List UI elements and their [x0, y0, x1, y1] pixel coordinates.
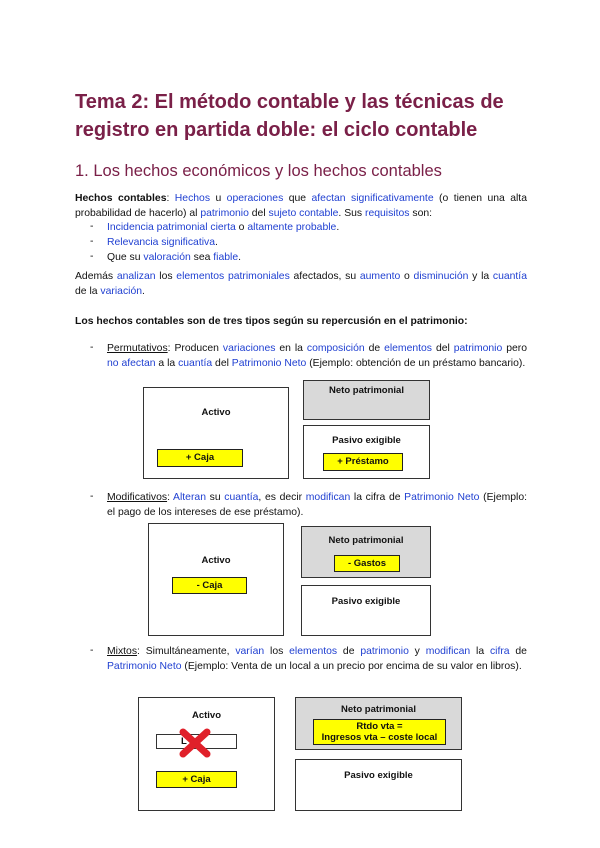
- keyword: Patrimonio Neto: [107, 661, 182, 672]
- text: (Ejemplo: Venta de un local a un precio por encima de su valor en libros).: [181, 661, 522, 672]
- pasivo-box: [295, 759, 462, 811]
- text: u: [210, 193, 227, 204]
- keyword: sujeto contable: [268, 208, 339, 219]
- type-modificativos: [107, 490, 527, 520]
- neto-label: Neto patrimonial: [329, 385, 404, 396]
- text: de: [509, 646, 527, 657]
- text: : Simultáneamente,: [137, 646, 236, 657]
- activo-box: [138, 697, 275, 811]
- list-dash: -: [90, 645, 94, 656]
- type-name: Mixtos: [107, 646, 138, 657]
- keyword: composición: [306, 343, 365, 354]
- keyword: Incidencia patrimonial cierta: [107, 222, 236, 233]
- keyword: Patrimonio Neto: [404, 492, 480, 503]
- rtdo-line: Ingresos vta – coste local: [321, 732, 438, 743]
- text: (Ejemplo: obtención de un préstamo bancario).: [306, 358, 526, 369]
- keyword: varían: [235, 646, 265, 657]
- keyword: no afectan: [107, 358, 156, 369]
- text: del: [212, 358, 232, 369]
- text: de: [337, 646, 361, 657]
- text: (o tienen una alta probabilidad de hacerlo) al: [75, 193, 527, 219]
- list-item: [107, 220, 339, 235]
- text: de: [364, 343, 385, 354]
- text: los: [155, 271, 177, 282]
- keyword: modifican: [305, 492, 351, 503]
- keyword: cuantía: [492, 271, 527, 282]
- local-label: L: [181, 736, 187, 747]
- text: del: [248, 208, 269, 219]
- text: la: [470, 646, 490, 657]
- text: los: [264, 646, 290, 657]
- text: o: [235, 222, 248, 233]
- text: la cifra de: [350, 492, 405, 503]
- text: pero: [502, 343, 527, 354]
- keyword: variación: [100, 286, 143, 297]
- pasivo-box: [301, 585, 431, 636]
- pasivo-label: Pasivo exigible: [332, 435, 401, 446]
- caja-entry: - Caja: [172, 577, 247, 594]
- pasivo-label: Pasivo exigible: [331, 596, 401, 607]
- text: afectados, su: [289, 271, 360, 282]
- text: sea: [190, 252, 214, 263]
- text: en la: [275, 343, 307, 354]
- keyword: afectan significativamente: [311, 193, 434, 204]
- activo-label: Activo: [201, 407, 231, 418]
- text: a la: [155, 358, 179, 369]
- text: :: [167, 492, 174, 503]
- definition-paragraph: [75, 191, 527, 221]
- activo-box: [148, 523, 284, 636]
- type-name: Permutativos: [107, 343, 168, 354]
- text: su: [205, 492, 225, 503]
- list-dash: -: [90, 221, 94, 232]
- neto-label: Neto patrimonial: [341, 704, 416, 715]
- cross-icon: [179, 728, 211, 758]
- prestamo-entry: + Préstamo: [323, 453, 403, 471]
- text: son:: [409, 208, 433, 219]
- list-item: [107, 250, 241, 265]
- term: Hechos contables: [75, 193, 167, 204]
- caja-entry: + Caja: [156, 771, 237, 788]
- type-permutativos: [107, 341, 527, 371]
- neto-box: [295, 697, 462, 750]
- activo-box: [143, 387, 289, 479]
- keyword: Relevancia significativa: [107, 237, 216, 248]
- list-dash: -: [90, 251, 94, 262]
- text: de la: [75, 286, 101, 297]
- text: . Sus: [338, 208, 365, 219]
- keyword: Patrimonio Neto: [231, 358, 307, 369]
- page-title: Tema 2: El método contable y las técnicas de registro en partida doble: el ciclo contable: [75, 91, 504, 141]
- text: que: [283, 193, 312, 204]
- gastos-entry: - Gastos: [334, 555, 400, 572]
- keyword: analizan: [116, 271, 156, 282]
- text: o: [400, 271, 414, 282]
- activo-label: Activo: [201, 555, 231, 566]
- activo-label: Activo: [191, 710, 222, 721]
- text: , es decir: [258, 492, 306, 503]
- list-dash: -: [90, 236, 94, 247]
- keyword: fiable: [213, 252, 239, 263]
- list-dash: -: [90, 342, 94, 353]
- text: (Ejemplo: el pago de los intereses de ese préstamo).: [107, 492, 528, 518]
- text: .: [142, 286, 145, 297]
- rtdo-entry: [313, 719, 446, 745]
- text: del: [432, 343, 454, 354]
- text: .: [336, 222, 340, 233]
- keyword: elementos patrimoniales: [176, 271, 290, 282]
- type-mixtos: [107, 644, 527, 674]
- list-dash: -: [90, 491, 94, 502]
- text: .: [238, 252, 242, 263]
- text: Además: [75, 271, 117, 282]
- text: .: [215, 237, 218, 248]
- text: y la: [468, 271, 493, 282]
- neto-box: [301, 526, 431, 578]
- keyword: disminución: [413, 271, 469, 282]
- keyword: valoración: [143, 252, 191, 263]
- keyword: cifra: [489, 646, 510, 657]
- keyword: patrimonio: [453, 343, 503, 354]
- pasivo-label: Pasivo exigible: [344, 770, 413, 781]
- pasivo-box: [303, 425, 430, 479]
- text: Que su: [107, 252, 144, 263]
- text: : Producen: [167, 343, 223, 354]
- keyword: variaciones: [222, 343, 276, 354]
- keyword: patrimonio: [360, 646, 409, 657]
- neto-label: Neto patrimonial: [328, 535, 404, 546]
- keyword: cuantía: [224, 492, 259, 503]
- keyword: elementos: [384, 343, 433, 354]
- keyword: patrimonio: [200, 208, 249, 219]
- keyword: aumento: [359, 271, 401, 282]
- caja-entry: + Caja: [157, 449, 243, 467]
- keyword: requisitos: [365, 208, 410, 219]
- keyword: elementos: [289, 646, 338, 657]
- rtdo-line: Rtdo vta =: [356, 721, 403, 732]
- text: :: [166, 193, 175, 204]
- type-name: Modificativos: [107, 492, 168, 503]
- keyword: cuantía: [178, 358, 213, 369]
- list-item: [107, 235, 218, 250]
- analysis-paragraph: [75, 269, 527, 299]
- neto-box: [303, 380, 430, 420]
- text: y: [408, 646, 426, 657]
- keyword: operaciones: [226, 193, 284, 204]
- keyword: Alteran: [173, 492, 206, 503]
- types-heading: Los hechos contables son de tres tipos según su repercusión en el patrimonio:: [75, 316, 468, 327]
- keyword: Hechos: [174, 193, 211, 204]
- keyword: modifican: [425, 646, 471, 657]
- section-heading: 1. Los hechos económicos y los hechos contables: [75, 162, 442, 180]
- keyword: altamente probable: [247, 222, 337, 233]
